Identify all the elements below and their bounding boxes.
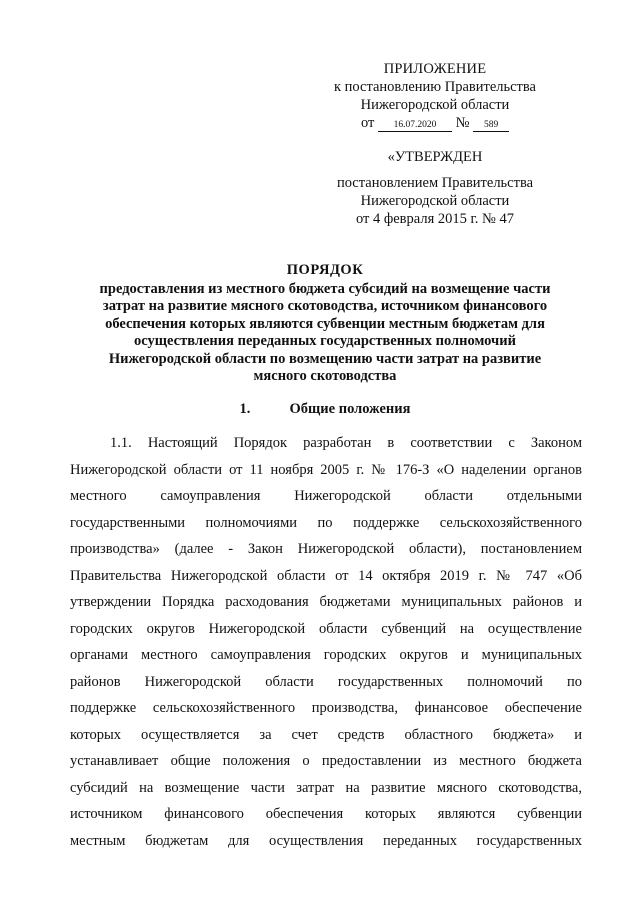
- appendix-title: ПРИЛОЖЕНИЕ: [383, 61, 487, 77]
- approved-block: [300, 148, 570, 228]
- document-title: [70, 262, 580, 386]
- body-line: которых осуществляется за счет средств областного бюджета» и: [70, 726, 582, 743]
- approved-line-3: от 4 февраля 2015 г. № 47: [355, 211, 515, 227]
- body-line: государственными полномочиями по поддержке сельскохозяйственного: [70, 514, 582, 531]
- body-text: [70, 430, 582, 854]
- appendix-line-2: Нижегородской области: [360, 97, 510, 113]
- body-line: городских округов Нижегородской области субвенций на осуществление: [70, 620, 582, 637]
- resolution-date: 16.07.2020: [378, 119, 452, 132]
- section-number: 1.: [239, 401, 251, 417]
- title-line: обеспечения которых являются субвенции местным бюджетам для: [105, 315, 545, 332]
- section-heading: [70, 400, 580, 418]
- document-heading: ПОРЯДОК: [286, 262, 364, 278]
- body-line: Нижегородской области от 11 ноября 2005 г. № 176-З «О наделении органов: [70, 461, 582, 478]
- body-line: источником финансового обеспечения которых являются субвенции: [70, 806, 582, 822]
- appendix-line-1: к постановлению Правительства: [334, 79, 536, 95]
- section-title: Общие положения: [289, 401, 411, 417]
- title-line: Нижегородской области по возмещению части затрат на развитие: [108, 350, 542, 367]
- body-line: устанавливает общие положения о предоставлении из местного бюджета: [70, 753, 582, 769]
- body-line: производства» (далее - Закон Нижегородской области), постановлением: [70, 541, 582, 557]
- title-line: осуществления переданных государственных полномочий: [134, 333, 516, 349]
- body-line: местным бюджетам для осуществления переданных государственных: [70, 832, 582, 849]
- date-prefix: от: [360, 115, 375, 131]
- body-line: субсидий на возмещение части затрат на развитие мясного скотоводства,: [70, 779, 582, 796]
- body-line: районов Нижегородской области государственных полномочий по: [70, 673, 582, 690]
- body-line: 1.1. Настоящий Порядок разработан в соответствии с Законом: [110, 435, 582, 451]
- number-sign: №: [455, 115, 470, 131]
- approved-line-2: Нижегородской области: [360, 193, 510, 209]
- body-line: поддержке сельскохозяйственного производства, финансовое обеспечение: [70, 700, 582, 716]
- title-line: мясного скотоводства: [253, 368, 397, 384]
- body-line: Правительства Нижегородской области от 14 октября 2019 г. № 747 «Об: [70, 567, 582, 584]
- title-line: затрат на развитие мясного скотоводства, источником финансового: [102, 298, 548, 314]
- appendix-block: [300, 60, 570, 132]
- body-line: местного самоуправления Нижегородской области отдельными: [70, 488, 582, 504]
- appendix-date-line: [300, 114, 570, 132]
- approved-line-1: постановлением Правительства: [336, 175, 534, 191]
- body-line: органами местного самоуправления городских округов и муниципальных: [70, 647, 582, 663]
- title-line: предоставления из местного бюджета субсидий на возмещение части: [99, 280, 551, 297]
- body-line: утверждении Порядка расходования бюджетами муниципальных районов и: [70, 594, 582, 610]
- resolution-number: 589: [473, 119, 509, 132]
- approved-title: «УТВЕРЖДЕН: [387, 149, 483, 165]
